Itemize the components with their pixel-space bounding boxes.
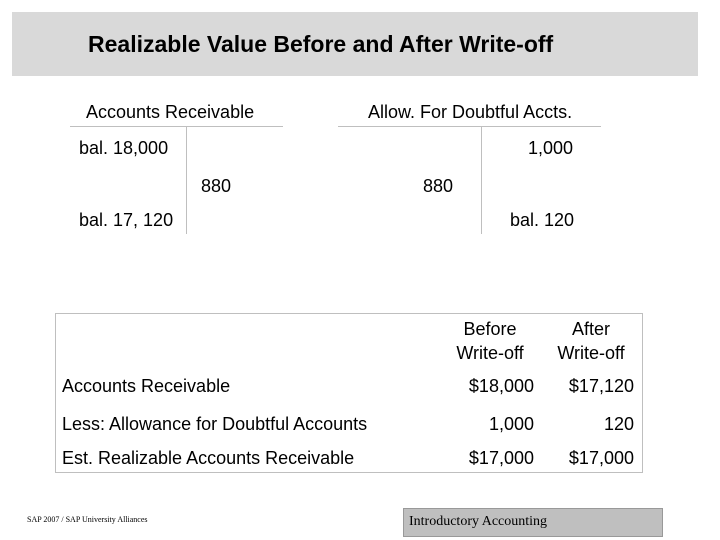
row-label-allowance: Less: Allowance for Doubtful Accounts [62, 414, 368, 434]
header-before-line2: Write-off [456, 343, 524, 363]
header-after-line2: Write-off [557, 343, 625, 363]
copyright-text: SAP 2007 / SAP University Alliances [27, 515, 148, 524]
row-label-realizable: Est. Realizable Accounts Receivable [62, 448, 355, 468]
ar-account-name: Accounts Receivable [86, 102, 255, 122]
comparison-table [55, 313, 643, 473]
allowance-account-name: Allow. For Doubtful Accts. [368, 102, 573, 122]
allowance-t-divider [481, 126, 482, 234]
row-label-ar: Accounts Receivable [62, 376, 231, 396]
header-before-line1: Before [463, 319, 517, 339]
row-allowance-after: 120 [603, 414, 634, 434]
row-ar-before: $18,000 [468, 376, 534, 396]
row-realizable-after: $17,000 [568, 448, 634, 468]
row-ar-after: $17,120 [568, 376, 634, 396]
header-after-line1: After [571, 319, 610, 339]
ar-t-crossbar [70, 126, 283, 127]
ar-credit-entry: 880 [201, 176, 232, 196]
allowance-t-crossbar [338, 126, 601, 127]
ar-debit-balance: bal. 18,000 [79, 138, 169, 158]
allowance-debit-entry: 880 [423, 176, 454, 196]
row-realizable-before: $17,000 [468, 448, 534, 468]
allowance-credit-balance: 1,000 [528, 138, 574, 158]
allowance-ending-balance: bal. 120 [510, 210, 575, 230]
row-allowance-before: 1,000 [488, 414, 534, 434]
slide-title: Realizable Value Before and After Write-off [88, 31, 554, 57]
course-label: Introductory Accounting [409, 514, 548, 529]
ar-t-divider [186, 126, 187, 234]
ar-ending-balance: bal. 17, 120 [79, 210, 174, 230]
